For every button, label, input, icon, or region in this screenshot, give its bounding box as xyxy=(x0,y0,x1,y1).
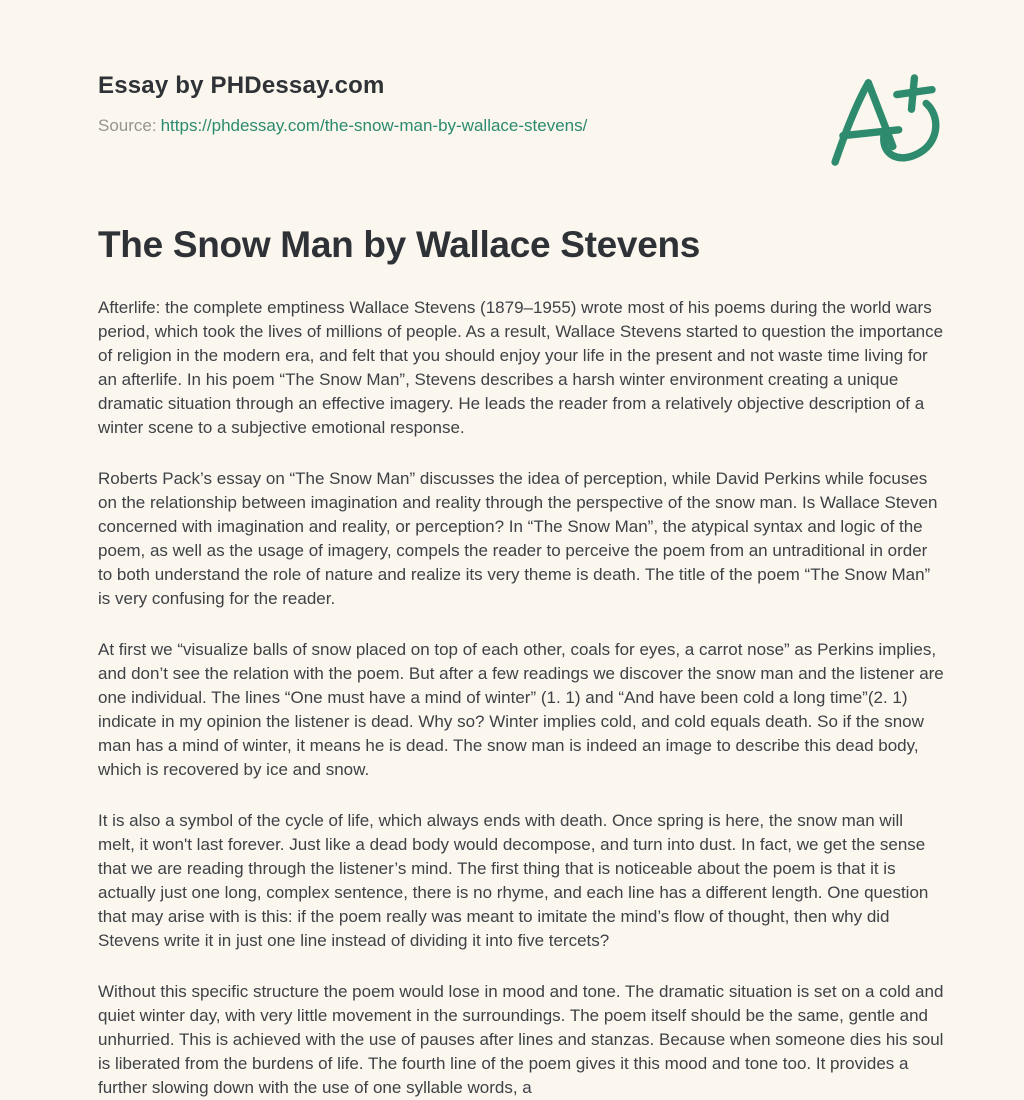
essay-paragraph-3: At first we “visualize balls of snow placed on top of each other, coals for eyes, a carrot nose” as Perkins implies, and don’t see the relation with the poem. But after a few readings we discover the snow man and the listener are one individual. The lines “One must have a mind of winter” (1. 1) and “And have been cold a long time”(2. 1) indicate in my opinion the listener is dead. Why so? Winter implies cold, and cold equals death. So if the snow man has a mind of winter, it means he is dead. The snow man is indeed an image to describe this dead body, which is recovered by ice and snow. xyxy=(98,640,944,779)
page-header xyxy=(98,72,944,168)
essay-title: The Snow Man by Wallace Stevens xyxy=(98,224,701,265)
essay-paragraph-4: It is also a symbol of the cycle of life, which always ends with death. Once spring is here, the snow man will melt, it won't last forever. Just like a dead body would decompose, and turn into dust. In fact, we get the sense that we are reading through the listener’s mind. The first thing that is noticeable about the poem is that it is actually just one long, complex sentence, there is no rhyme, and each line has a different length. One question that may arise with is this: if the poem really was meant to imitate the mind’s flow of thought, then why did Stevens write it in just one line instead of dividing it into five tercets? xyxy=(98,811,929,950)
site-title: Essay by PHDessay.com xyxy=(98,72,385,99)
essay-paragraph-2: Roberts Pack’s essay on “The Snow Man” discusses the idea of perception, while David Perkins while focuses on the relationship between imagination and reality through the perspective of the snow man. Is Wallace Steven concerned with imagination and reality, or perception? In “The Snow Man”, the atypical syntax and logic of the poem, as well as the usage of imagery, compels the reader to perceive the poem from an untraditional in order to both understand the role of nature and realize its very theme is death. The title of the poem “The Snow Man” is very confusing for the reader. xyxy=(98,469,938,608)
source-url-link[interactable]: https://phdessay.com/the-snow-man-by-wallace-stevens/ xyxy=(160,116,588,135)
a-plus-logo-icon xyxy=(828,74,944,168)
essay-paragraph-5: Without this specific structure the poem would lose in mood and tone. The dramatic situation is set on a cold and quiet winter day, with very little movement in the surroundings. The poem itself should be the same, gentle and unhurried. This is achieved with the use of pauses after lines and stanzas. Because when someone dies his soul is liberated from the burdens of life. The fourth line of the poem gives it this mood and tone too. It provides a further slowing down with the use of one syllable words, a xyxy=(98,982,944,1097)
header-text-block xyxy=(98,72,587,136)
source-label: Source: xyxy=(98,116,157,135)
essay-body xyxy=(98,296,944,1100)
essay-paragraph-1: Afterlife: the complete emptiness Wallace Stevens (1879–1955) wrote most of his poems during the world wars period, which took the lives of millions of people. As a result, Wallace Stevens started to question the importance of religion in the modern era, and felt that you should enjoy your life in the present and not waste time living for an afterlife. In his poem “The Snow Man”, Stevens describes a harsh winter environment creating a unique dramatic situation through an effective imagery. He leads the reader from a relatively objective description of a winter scene to a subjective emotional response. xyxy=(98,298,944,437)
source-line xyxy=(98,116,587,136)
